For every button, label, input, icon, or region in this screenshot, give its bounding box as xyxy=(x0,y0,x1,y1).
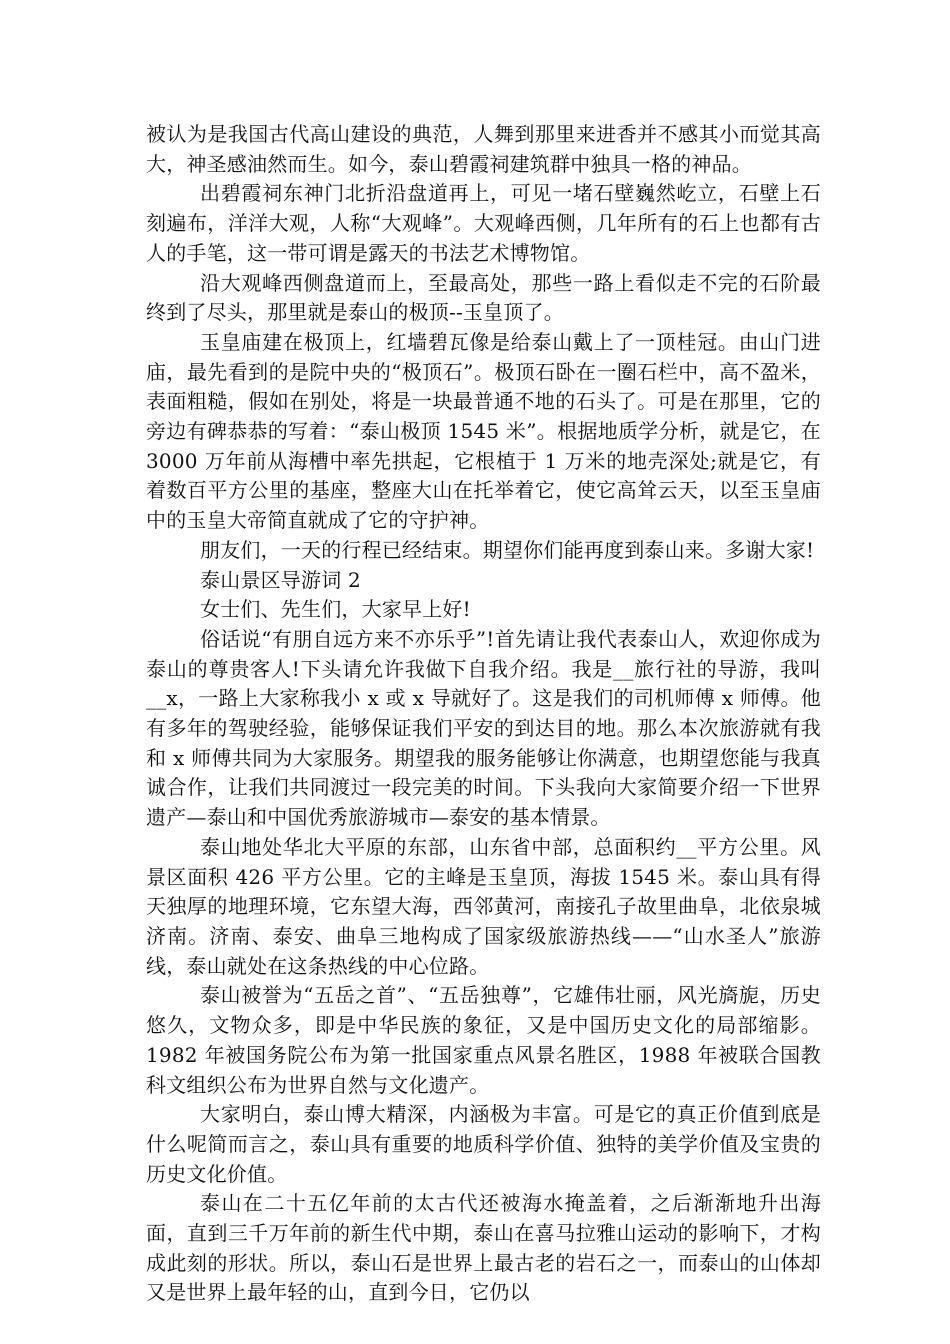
greeting-paragraph: 女士们、先生们，大家早上好! xyxy=(200,597,471,622)
paragraph-3: 沿大观峰西侧盘道而上，至最高处，那些一路上看似走不完的石阶最终到了尽头，那里就是泰山的极顶--玉皇顶了。 xyxy=(146,270,821,325)
paragraph-10: 泰山被誉为“五岳之首”、“五岳独尊”，它雄伟壮丽，风光旖旎，历史悠久，文物众多，即是中华民族的象征，又是中国历史文化的局部缩影。1982 年被国务院公布为第一批国家重点风景名胜区，1988 年被联合国教科文组织公布为世界自然与文化遗产。 xyxy=(146,983,821,1097)
paragraph-1: 被认为是我国古代高山建设的典范，人舞到那里来进香并不感其小而觉其高大，神圣感油然而生。如今，泰山碧霞祠建筑群中独具一格的神品。 xyxy=(146,122,821,176)
paragraph-4: 玉皇庙建在极顶上，红墙碧瓦像是给泰山戴上了一顶桂冠。由山门进庙，最先看到的是院中央的“极顶石”。极顶石卧在一圈石栏中，高不盈米，表面粗糙，假如在别处，将是一块最普通不地的石头了。可是在那里，它的旁边有碑恭恭的写着：“泰山极顶 1545 米”。根据地质学分析，就是它，在 3000 万年前从海槽中率先拱起，它根植于 1 万米的地壳深处;就是它，有着数百平方公里的基座，整座大山在托举着它，使它高耸云天，以至玉皇庙中的玉皇大帝简直就成了它的守护神。 xyxy=(146,329,821,533)
paragraph-2: 出碧霞祠东神门北折沿盘道再上，可见一堵石壁巍然屹立，石壁上石刻遍布，洋洋大观，人称“大观峰”。大观峰西侧，几年所有的石上也都有古人的手笔，这一带可谓是露天的书法艺术博物馆。 xyxy=(146,181,821,265)
section-heading: 泰山景区导游词 2 xyxy=(200,567,361,592)
paragraph-9: 泰山地处华北大平原的东部，山东省中部，总面积约__平方公里。风景区面积 426 平方公里。它的主峰是玉皇顶，海拔 1545 米。泰山具有得天独厚的地理环境，它东望大海，西邻黄河，南接孔子故里曲阜，北依泉城济南。济南、泰安、曲阜三地构成了国家级旅游热线——“山水圣人”旅游线，泰山就处在这条热线的中心位路。 xyxy=(146,834,821,978)
document-body xyxy=(146,120,821,1308)
paragraph-12: 泰山在二十五亿年前的太古代还被海水掩盖着，之后渐渐地升出海面，直到三千万年前的新生代中期，泰山在喜马拉雅山运动的影响下，才构成此刻的形状。所以，泰山石是世界上最古老的岩石之一，而泰山的山体却又是世界上最年轻的山，直到今日，它仍以 xyxy=(146,1191,821,1305)
paragraph-5: 朋友们，一天的行程已经结束。期望你们能再度到泰山来。多谢大家! xyxy=(200,537,815,562)
paragraph-11: 大家明白，泰山博大精深，内涵极为丰富。可是它的真正价值到底是什么呢简而言之，泰山具有重要的地质科学价值、独特的美学价值及宝贵的历史文化价值。 xyxy=(146,1102,821,1186)
paragraph-8: 俗话说“有朋自远方来不亦乐乎”!首先请让我代表泰山人，欢迎你成为泰山的尊贵客人!下头请允许我做下自我介绍。我是__旅行社的导游，我叫__x，一路上大家称我小 x 或 x 导就好了。这是我们的司机师傅 x 师傅。他有多年的驾驶经验，能够保证我们平安的到达目的地。那么本次旅游就有我和 x 师傅共同为大家服务。期望我的服务能够让你满意，也期望您能与我真诚合作，让我们共同渡过一段完美的时间。下头我向大家简要介绍一下世界遗产—泰山和中国优秀旅游城市—泰安的基本情景。 xyxy=(146,626,821,830)
